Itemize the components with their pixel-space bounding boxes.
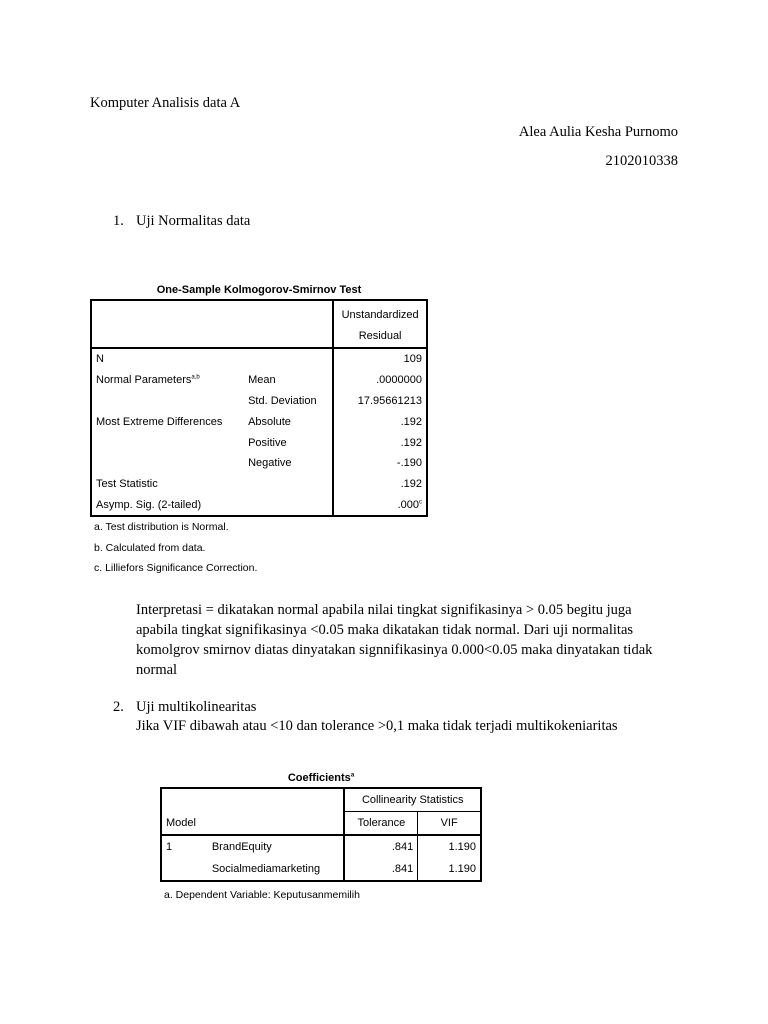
row-sublabel (244, 348, 333, 370)
row-label (91, 391, 244, 412)
tolerance-value: .841 (344, 835, 417, 858)
coefficients-table (160, 787, 482, 882)
row-label: Asymp. Sig. (2-tailed) (96, 498, 202, 511)
interpretation-line: komolgrov smirnov diatas dinyatakan signnifikasinya 0.000<0.05 maka dinyatakan tidak (136, 642, 653, 658)
ks-footnote-b: b. Calculated from data. (94, 542, 206, 554)
tolerance-value: .841 (344, 858, 417, 881)
section2-number: 2. (113, 699, 124, 715)
row-value: .0000000 (333, 370, 427, 391)
section1-heading: Uji Normalitas data (136, 213, 251, 229)
row-value: .000$^c$ (333, 495, 427, 517)
row-label: Most Extreme Differences (96, 415, 223, 428)
interpretation-line: normal (136, 662, 178, 678)
row-label (91, 453, 244, 474)
table-row (91, 411, 427, 432)
ks-header-row (91, 300, 427, 348)
row-value: .192 (333, 411, 427, 432)
vif-value: 1.190 (418, 858, 481, 881)
coef-group-header-row (161, 788, 481, 812)
row-sublabel (244, 474, 333, 495)
table-row (91, 474, 427, 495)
table-row (91, 370, 427, 391)
interpretation-paragraph (136, 600, 652, 680)
coef-table-title: Coefficients$^a$ (287, 772, 355, 784)
table-row (91, 432, 427, 453)
ks-table-title: One-Sample Kolmogorov-Smirnov Test (156, 284, 362, 296)
row-sublabel: Negative (248, 457, 292, 470)
row-value: 17.95661213 (333, 391, 427, 412)
model-number: 1 (166, 841, 173, 853)
coef-footnote: a. Dependent Variable: Keputusanmemilih (164, 889, 360, 901)
ks-footnote-c: c. Lilliefors Significance Correction. (94, 562, 258, 574)
interpretation-line: apabila tingkat signifikasinya <0.05 maka dikatakan tidak normal. Dari uji normalitas (136, 622, 634, 638)
table-row (161, 835, 481, 858)
row-value: -.190 (333, 453, 427, 474)
row-label: Normal Parameters$^{a,b}$ (96, 374, 200, 387)
student-name: Alea Aulia Kesha Purnomo (518, 124, 678, 140)
table-row (91, 453, 427, 474)
model-number (161, 858, 208, 881)
section1-number: 1. (113, 213, 124, 229)
row-value: 109 (333, 348, 427, 370)
row-value: .192 (333, 474, 427, 495)
vif-header: VIF (418, 812, 481, 836)
row-sublabel: Positive (248, 436, 287, 449)
table-row (161, 858, 481, 881)
row-label (91, 432, 244, 453)
coef-header-row (161, 812, 481, 836)
variable-name: Socialmediamarketing (211, 863, 321, 875)
tolerance-header: Tolerance (344, 812, 417, 836)
interpretation-line: Interpretasi = dikatakan normal apabila nilai tingkat signifikasinya > 0.05 begitu juga (136, 602, 632, 618)
ks-test-table (90, 299, 428, 517)
row-value: .192 (333, 432, 427, 453)
vif-value: 1.190 (418, 835, 481, 858)
table-row (91, 391, 427, 412)
table-row (91, 495, 427, 517)
variable-name: BrandEquity (211, 841, 272, 853)
section2-description: Jika VIF dibawah atau <10 dan tolerance >0,1 maka tidak terjadi multikokeniaritas (136, 718, 618, 734)
collinearity-header: Collinearity Statistics (344, 788, 481, 812)
row-sublabel (244, 495, 333, 517)
model-header: Model (161, 812, 208, 836)
row-label: N (96, 353, 104, 366)
ks-column-header: Unstandardized Residual (333, 300, 427, 348)
row-label: Test Statistic (96, 478, 158, 491)
ks-footnote-a: a. Test distribution is Normal. (94, 521, 229, 533)
row-sublabel: Absolute (248, 415, 291, 428)
row-sublabel: Std. Deviation (248, 394, 317, 407)
table-row (91, 348, 427, 370)
row-sublabel: Mean (248, 374, 276, 387)
student-id: 2102010338 (605, 153, 678, 169)
section2-heading: Uji multikolinearitas (136, 699, 257, 715)
course-title: Komputer Analisis data A (90, 95, 241, 111)
